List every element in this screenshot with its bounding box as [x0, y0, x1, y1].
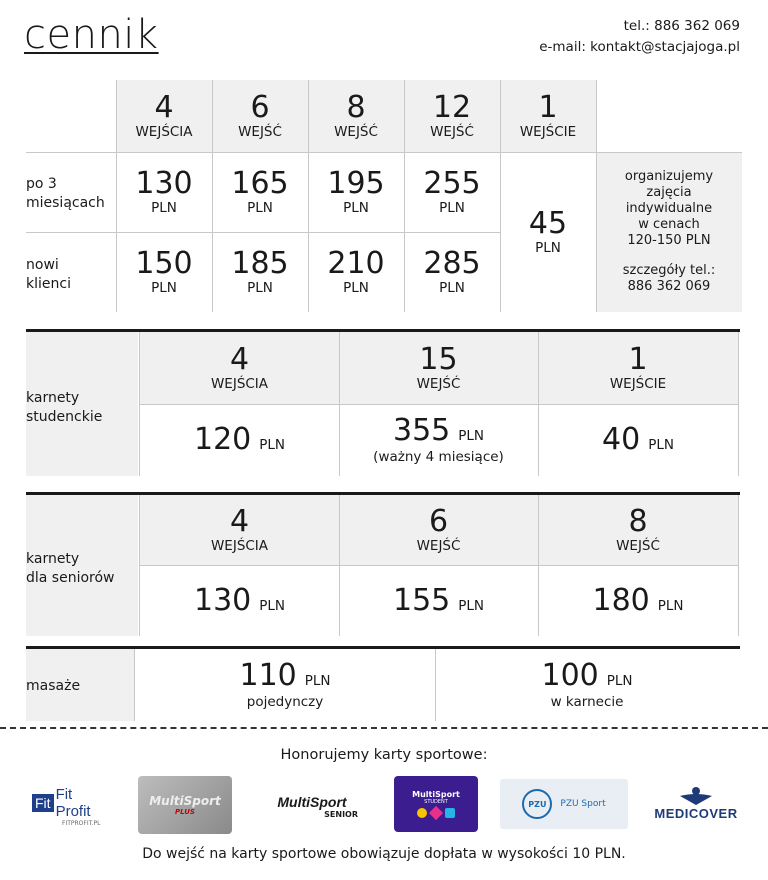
- medicover-text: MEDICOVER: [654, 805, 738, 821]
- multisport-student-text: MultiSport: [412, 790, 460, 799]
- contact-block: [539, 16, 740, 58]
- student-col-header: [140, 332, 339, 404]
- col-label: WEJŚCIA: [210, 538, 269, 554]
- col-label: WEJŚĆ: [334, 124, 378, 140]
- col-header-8: [308, 80, 404, 152]
- multisport-plus-text: MultiSport: [149, 794, 221, 808]
- senior-price-cell: [538, 565, 738, 636]
- fitprofit-text: Fit Profit: [55, 785, 91, 820]
- col-header-12: [404, 80, 500, 152]
- price-unit: PLN: [247, 200, 273, 216]
- price-value: 150: [135, 246, 193, 281]
- price-unit: PLN: [535, 240, 561, 256]
- col-count: 4: [229, 342, 250, 377]
- massage-note: pojedynczy: [246, 694, 324, 710]
- col-label: WEJŚĆ: [430, 124, 474, 140]
- col-header-4: [116, 80, 212, 152]
- price-cell: [308, 152, 404, 232]
- sport-cards-title: Honorujemy karty sportowe:: [280, 747, 488, 763]
- price-value: 40: [602, 422, 641, 457]
- multisport-plus-card: [138, 776, 232, 834]
- col-label: WEJŚĆ: [416, 376, 461, 392]
- pzu-icon: PZU: [522, 789, 552, 819]
- col-count: 6: [250, 90, 270, 125]
- student-price-cell: [339, 404, 538, 476]
- price-unit: PLN: [458, 597, 485, 614]
- price-unit: PLN: [304, 673, 331, 689]
- price-unit: PLN: [648, 437, 674, 453]
- col-label: WEJŚCIA: [135, 124, 193, 140]
- multisport-plus-sub: PLUS: [175, 808, 195, 816]
- price-cell: [308, 232, 404, 312]
- price-unit: PLN: [657, 597, 684, 614]
- price-unit: PLN: [247, 280, 273, 296]
- price-cell: [116, 232, 212, 312]
- col-label: WEJŚĆ: [416, 538, 461, 554]
- price-value: 255: [423, 166, 481, 201]
- price-value: 195: [327, 166, 385, 201]
- price-value: 165: [231, 166, 289, 201]
- price-value: 355: [392, 413, 451, 448]
- col-count: 1: [628, 342, 648, 377]
- multisport-senior-sub: SENIOR: [324, 809, 358, 819]
- price-unit: PLN: [606, 673, 633, 689]
- senior-col-header: [140, 495, 339, 565]
- price-cell: [212, 232, 308, 312]
- fitprofit-sub: FITPROFIT.PL: [62, 819, 101, 827]
- price-value: 285: [423, 246, 481, 281]
- multisport-senior-logo: [260, 786, 364, 826]
- row-label-new-clients: nowi klienci: [26, 257, 71, 292]
- individual-classes-info: [596, 152, 742, 312]
- massage-label: masaże: [26, 678, 81, 694]
- price-value: 130: [135, 166, 193, 201]
- student-price-cell: [538, 404, 738, 476]
- col-count: 8: [346, 90, 366, 125]
- individual-contact-text: szczegóły tel.: 886 362 069: [622, 263, 716, 294]
- price-unit: PLN: [343, 280, 369, 296]
- price-unit: PLN: [259, 597, 286, 614]
- col-count: 4: [154, 90, 174, 125]
- student-col-header: [538, 332, 738, 404]
- multisport-student-sub: STUDENT: [424, 799, 448, 805]
- price-unit: PLN: [151, 280, 177, 296]
- massage-option: [135, 649, 435, 721]
- col-count: 12: [432, 90, 472, 125]
- col-label: WEJŚĆ: [616, 538, 660, 554]
- page-title: cennik: [24, 12, 159, 58]
- col-label: WEJŚCIA: [210, 376, 269, 392]
- price-unit: PLN: [259, 437, 286, 453]
- senior-label: karnety dla seniorów: [26, 551, 115, 586]
- fitprofit-logo: Fit Fit Profit FITPROFIT.PL: [32, 789, 108, 823]
- col-header-1: [500, 80, 596, 152]
- dashed-divider: [0, 727, 768, 729]
- col-count: 8: [628, 504, 648, 539]
- senior-price-cell: [140, 565, 339, 636]
- pzu-sport-text: PZU Sport: [560, 799, 606, 809]
- medicover-logo: [648, 778, 744, 828]
- price-value: 110: [239, 658, 297, 693]
- surcharge-note: Do wejść na karty sportowe obowiązuje dopłata w wysokości 10 PLN.: [142, 846, 626, 862]
- price-cell: [212, 152, 308, 232]
- massage-option: [436, 649, 738, 721]
- massage-note: w karnecie: [550, 694, 624, 710]
- price-value: 180: [592, 582, 650, 618]
- row-label-3-months: po 3 miesiącach: [26, 176, 105, 211]
- senior-price-cell: [339, 565, 538, 636]
- student-price-cell: [140, 404, 339, 476]
- multisport-student-card: [394, 776, 478, 832]
- col-label: WEJŚĆ: [238, 124, 282, 140]
- col-count: 1: [538, 90, 558, 125]
- multisport-senior-text: MultiSport: [277, 793, 347, 810]
- medicover-figure-icon: [679, 786, 713, 806]
- price-value: 155: [392, 582, 451, 618]
- price-unit: PLN: [151, 200, 177, 216]
- price-value: 120: [193, 422, 252, 457]
- col-count: 4: [229, 504, 250, 539]
- individual-info-text: organizujemy zajęcia indywidualne w cenach 120-150 PLN: [624, 169, 714, 248]
- price-unit: PLN: [343, 200, 369, 216]
- price-cell: [404, 152, 500, 232]
- pzu-sport-card: [500, 779, 628, 829]
- price-value: 45: [528, 206, 568, 241]
- price-value: 185: [231, 246, 289, 281]
- price-unit: PLN: [458, 428, 485, 444]
- price-unit: PLN: [439, 280, 465, 296]
- price-unit: PLN: [439, 200, 465, 216]
- contact-phone[interactable]: tel.: 886 362 069: [623, 18, 740, 34]
- student-col-header: [339, 332, 538, 404]
- senior-col-header: [339, 495, 538, 565]
- single-entry-price: [500, 152, 596, 312]
- col-count: 15: [419, 342, 458, 377]
- price-cell: [116, 152, 212, 232]
- validity-note: (ważny 4 miesiące): [373, 449, 504, 465]
- col-label: WEJŚCIE: [609, 376, 667, 392]
- price-value: 210: [327, 246, 385, 281]
- contact-email[interactable]: e-mail: kontakt@stacjajoga.pl: [539, 39, 740, 55]
- col-header-6: [212, 80, 308, 152]
- price-value: 130: [193, 582, 252, 618]
- price-cell: [404, 232, 500, 312]
- student-label: karnety studenckie: [26, 390, 103, 425]
- price-value: 100: [541, 658, 599, 693]
- col-label: WEJŚCIE: [519, 124, 577, 140]
- senior-col-header: [538, 495, 738, 565]
- col-count: 6: [428, 504, 449, 539]
